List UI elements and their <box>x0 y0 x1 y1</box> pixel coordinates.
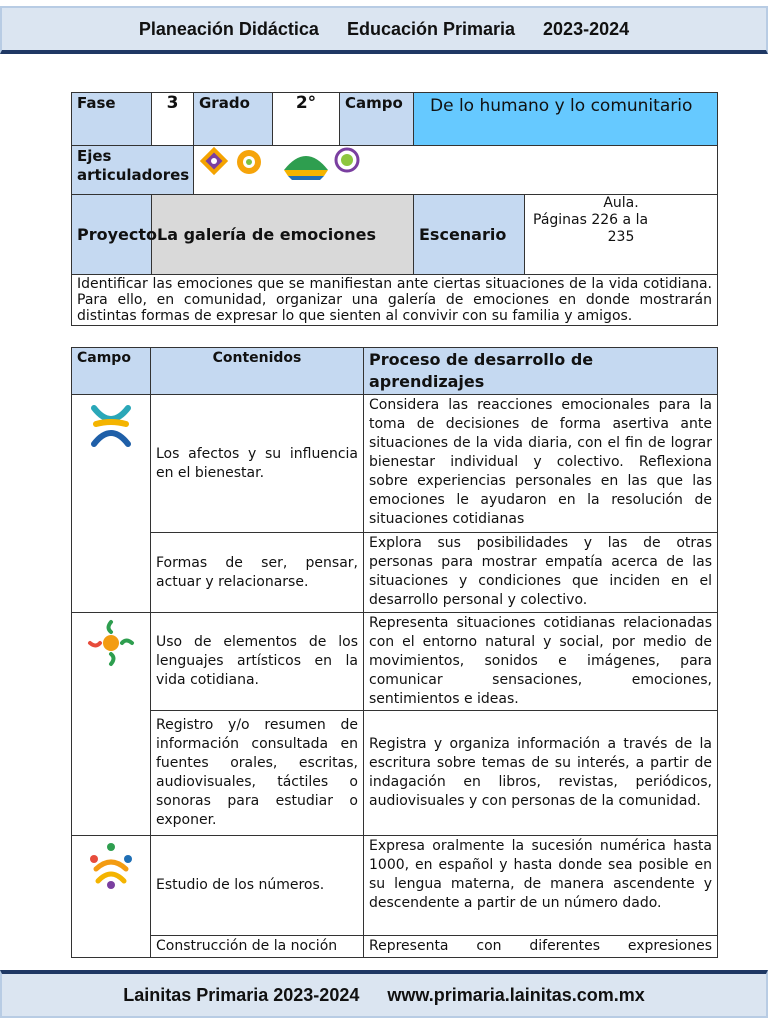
proceso: Expresa oralmente la sucesión numérica hasta 1000, en español y hasta donde sea posible en su lengua materna, de manera ascendente y descendente a partir de un número dado. <box>364 836 718 936</box>
inclusion-icon <box>200 147 228 175</box>
table-row <box>72 711 718 836</box>
proceso: Considera las reacciones emocionales para la toma de decisiones de forma asertiva ante situaciones de la vida diaria, con el fin de lograr bienestar individual y colectivo. Reflexiona sobre experiencias personales en las que las emociones le ayudaron en la resolución de situaciones cotidianas <box>364 395 718 533</box>
campo-value: De lo humano y lo comunitario <box>414 93 718 146</box>
escenario-line-1: Aula. <box>603 195 639 211</box>
contenido: Uso de elementos de los lenguajes artísticos en la vida cotidiana. <box>151 613 364 711</box>
campo-label: Campo <box>340 93 414 146</box>
proyecto-value: La galería de emociones <box>152 195 414 275</box>
grado-label: Grado <box>194 93 273 146</box>
fase-label: Fase <box>72 93 152 146</box>
lenguajes-icon <box>86 618 136 668</box>
escenario-label: Escenario <box>414 195 525 275</box>
proceso: Representa con diferentes expresiones <box>364 936 718 958</box>
table-row <box>72 533 718 613</box>
table-row <box>72 613 718 711</box>
etica-naturaleza-icon <box>86 400 136 450</box>
campo-icon-cell <box>72 836 151 958</box>
contenido: Registro y/o resumen de información consultada en fuentes orales, escritas, audiovisuales, táctiles o sonoras para estudiar o exponer. <box>151 711 364 836</box>
contenido: Estudio de los números. <box>151 836 364 936</box>
pensamiento-critico-icon <box>237 150 261 174</box>
saberes-icon <box>86 841 136 891</box>
escenario-line-2: Páginas 226 a la <box>533 212 649 228</box>
ejes-label: Ejes articuladores <box>72 146 194 195</box>
header-banner <box>0 6 768 54</box>
table-row <box>72 836 718 936</box>
header-year: 2023-2024 <box>543 18 630 39</box>
proceso: Representa situaciones cotidianas relacionadas con el entorno natural y social, por medio de movimientos, sonidos e imágenes, para comunicar sensaciones, emociones, sentimientos e ideas. <box>364 613 718 711</box>
proceso: Explora sus posibilidades y las de otras personas para mostrar empatía acerca de las situaciones y condiciones que inciden en el desarrollo personal y colectivo. <box>364 533 718 613</box>
campo-icon-cell <box>72 395 151 613</box>
table-row <box>72 936 718 958</box>
interculturalidad-icon <box>284 156 328 180</box>
contenido: Construcción de la noción <box>151 936 364 958</box>
header-contenidos: Contenidos <box>151 348 364 395</box>
fase-value: 3 <box>152 93 194 146</box>
contenido: Formas de ser, pensar, actuar y relacionarse. <box>151 533 364 613</box>
descripcion: Identificar las emociones que se manifiestan ante ciertas situaciones de la vida cotidiana. Para ello, en comunidad, organizar una galería de emociones en donde mostrarán distintas formas de expresar lo que sienten al convivir con su familia y amigos. <box>72 275 718 326</box>
header-proceso: Proceso de desarrollo de aprendizajes <box>364 348 718 395</box>
footer-brand: Lainitas Primaria 2023-2024 <box>123 984 360 1005</box>
grado-value: 2° <box>273 93 340 146</box>
ejes-icons <box>194 146 718 195</box>
escenario-value <box>525 195 718 275</box>
header-campo: Campo <box>72 348 151 395</box>
header-level: Educación Primaria <box>346 18 516 39</box>
proyecto-label: Proyecto <box>72 195 152 275</box>
header-title: Planeación Didáctica <box>138 18 319 39</box>
table-row <box>72 395 718 533</box>
contenido: Los afectos y su influencia en el bienestar. <box>151 395 364 533</box>
info-table <box>71 92 718 326</box>
campo-icon-cell <box>72 613 151 836</box>
proceso: Registra y organiza información a través de la escritura sobre temas de su interés, a partir de indagación en libros, revistas, periódicos, audiovisuales y con personas de la comunidad. <box>364 711 718 836</box>
escenario-line-3: 235 <box>607 229 635 245</box>
footer-url[interactable]: www.primaria.lainitas.com.mx <box>387 984 645 1005</box>
footer-banner <box>0 970 768 1018</box>
ejes-articuladores-icons <box>194 146 394 188</box>
content-table <box>71 347 718 958</box>
vida-saludable-icon <box>336 149 358 171</box>
